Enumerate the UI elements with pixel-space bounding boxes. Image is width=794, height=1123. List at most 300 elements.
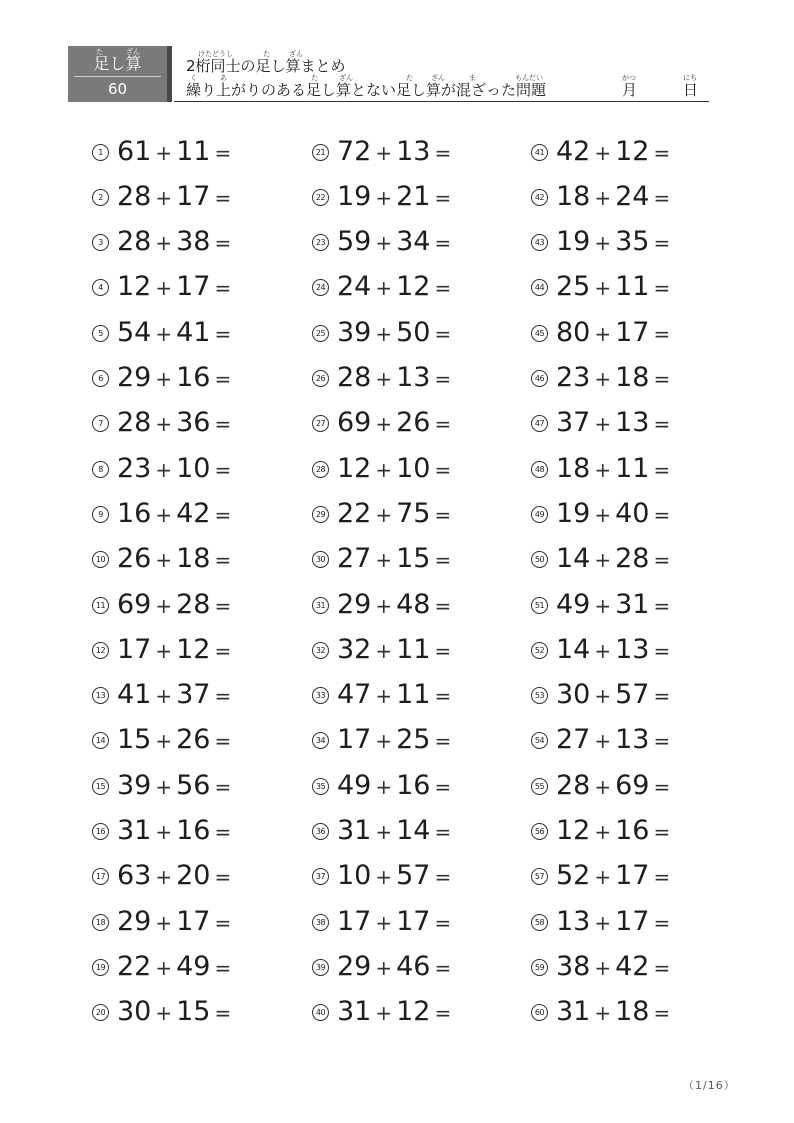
plus-sign: + [375, 321, 393, 346]
operand-a: 28 [117, 407, 152, 439]
problem-number: 4 [92, 279, 109, 296]
plus-sign: + [375, 367, 393, 391]
equals-sign: = [653, 140, 671, 165]
problem-expression [337, 497, 451, 532]
plus-sign: + [594, 140, 612, 165]
operand-a: 31 [337, 996, 372, 1028]
operand-a: 19 [556, 497, 591, 529]
day-ruby: にち [683, 74, 697, 82]
plus-sign: + [375, 910, 393, 935]
problem-number: 9 [92, 506, 109, 523]
problem-number: 34 [312, 732, 329, 749]
worksheet-number: 60 [107, 80, 128, 98]
operand-b: 21 [396, 180, 431, 212]
plus-sign: + [155, 412, 173, 437]
problem-number: 53 [531, 687, 548, 704]
operand-b: 49 [176, 950, 211, 982]
operand-a: 27 [556, 724, 591, 756]
operand-a: 16 [117, 497, 152, 529]
equals-sign: = [653, 412, 671, 437]
operand-a: 52 [556, 860, 591, 892]
problem-expression [337, 814, 451, 849]
title2-ruby-mondai: もんだい [515, 74, 543, 82]
problem-item [92, 226, 231, 260]
equals-sign: = [434, 548, 452, 573]
problem-item [531, 362, 670, 396]
equals-sign: = [214, 140, 232, 165]
plus-sign: + [155, 457, 173, 482]
title2-ruby-zan-1: ざん [339, 74, 353, 82]
operand-b: 42 [615, 950, 650, 982]
badge-title: 足し算 [93, 54, 142, 73]
problem-item [312, 724, 451, 758]
plus-sign: + [375, 865, 393, 890]
operand-a: 10 [337, 860, 372, 892]
operand-b: 12 [615, 135, 650, 167]
equals-sign: = [653, 548, 671, 573]
problem-number: 3 [92, 234, 109, 251]
equals-sign: = [434, 1001, 452, 1026]
problem-expression [117, 859, 231, 894]
problem-number: 39 [312, 959, 329, 976]
problem-number: 16 [92, 823, 109, 840]
plus-sign: + [155, 955, 173, 980]
problem-expression [556, 588, 670, 623]
operand-b: 35 [615, 226, 650, 258]
title2-ruby-ta-2: た [406, 74, 413, 82]
operand-b: 16 [176, 815, 211, 846]
operand-b: 13 [396, 362, 431, 393]
problem-number: 44 [531, 279, 548, 296]
problem-expression [117, 905, 231, 940]
equals-sign: = [214, 1001, 232, 1026]
problem-number: 28 [312, 461, 329, 478]
problem-expression [117, 225, 231, 260]
equals-sign: = [653, 910, 671, 935]
problem-number: 25 [312, 325, 329, 342]
operand-b: 11 [396, 633, 431, 665]
operand-b: 12 [176, 633, 211, 665]
problem-item [312, 633, 451, 667]
badge-divider [74, 76, 161, 77]
plus-sign: + [155, 1001, 173, 1026]
plus-sign: + [594, 185, 612, 210]
problem-item [531, 180, 670, 214]
operand-b: 12 [396, 271, 431, 303]
problem-expression [337, 995, 451, 1030]
operand-a: 25 [556, 271, 591, 303]
operand-b: 12 [396, 996, 431, 1028]
problem-expression [117, 633, 231, 668]
problem-item [531, 226, 670, 260]
problem-item [312, 588, 451, 622]
equals-sign: = [434, 729, 452, 754]
equals-sign: = [434, 367, 452, 391]
operand-b: 26 [396, 407, 431, 439]
operand-a: 38 [556, 950, 591, 982]
operand-a: 24 [337, 271, 372, 303]
equals-sign: = [214, 457, 232, 482]
operand-a: 17 [117, 633, 152, 665]
problem-item [312, 769, 451, 803]
plus-sign: + [375, 548, 393, 573]
operand-a: 17 [337, 905, 372, 937]
plus-sign: + [155, 502, 173, 527]
problem-item [531, 543, 670, 577]
plus-sign: + [375, 593, 393, 618]
operand-b: 48 [396, 588, 431, 620]
operand-a: 63 [117, 860, 152, 892]
problem-expression [556, 905, 670, 940]
problem-number: 32 [312, 642, 329, 659]
problem-item [92, 679, 231, 713]
operand-a: 12 [117, 271, 152, 303]
operand-a: 30 [556, 679, 591, 711]
operand-b: 18 [615, 362, 650, 393]
equals-sign: = [434, 638, 452, 663]
plus-sign: + [594, 729, 612, 754]
operand-b: 20 [176, 860, 211, 892]
problem-item [531, 996, 670, 1030]
problem-expression [337, 542, 451, 577]
problem-number: 18 [92, 914, 109, 931]
operand-b: 16 [176, 362, 211, 393]
plus-sign: + [594, 321, 612, 346]
operand-a: 29 [337, 950, 372, 982]
operand-a: 19 [337, 180, 372, 212]
problem-number: 20 [92, 1004, 109, 1021]
plus-sign: + [375, 231, 393, 256]
problem-item [312, 815, 451, 849]
plus-sign: + [155, 185, 173, 210]
problem-expression [556, 769, 670, 804]
plus-sign: + [594, 367, 612, 391]
operand-b: 13 [615, 407, 650, 439]
operand-a: 39 [117, 769, 152, 801]
operand-b: 16 [615, 815, 650, 846]
problem-item [92, 633, 231, 667]
problem-expression [556, 316, 670, 351]
problem-number: 42 [531, 189, 548, 206]
operand-b: 17 [176, 180, 211, 212]
problem-number: 5 [92, 325, 109, 342]
problem-number: 15 [92, 778, 109, 795]
badge-ruby-ta: た [96, 48, 103, 56]
problem-number: 17 [92, 868, 109, 885]
equals-sign: = [434, 865, 452, 890]
equals-sign: = [214, 185, 232, 210]
problem-number: 60 [531, 1004, 548, 1021]
operand-a: 18 [556, 180, 591, 212]
problem-item [531, 769, 670, 803]
equals-sign: = [214, 412, 232, 437]
operand-a: 31 [117, 815, 152, 846]
equals-sign: = [214, 910, 232, 935]
plus-sign: + [594, 457, 612, 482]
equals-sign: = [214, 231, 232, 256]
operand-a: 49 [556, 588, 591, 620]
plus-sign: + [594, 548, 612, 573]
operand-a: 42 [556, 135, 591, 167]
problem-item [312, 135, 451, 169]
equals-sign: = [653, 638, 671, 663]
page-indicator: （1/16） [683, 1079, 736, 1092]
problem-expression [337, 135, 451, 170]
problem-expression [337, 769, 451, 804]
operand-b: 28 [615, 543, 650, 575]
problem-number: 12 [92, 642, 109, 659]
month-ruby: がつ [622, 74, 636, 82]
operand-b: 15 [396, 543, 431, 575]
title2-ruby-ku: く [190, 74, 197, 82]
operand-b: 40 [615, 497, 650, 529]
problem-item [531, 679, 670, 713]
problem-expression [117, 950, 231, 985]
problem-number: 19 [92, 959, 109, 976]
problem-number: 33 [312, 687, 329, 704]
equals-sign: = [434, 140, 452, 165]
plus-sign: + [155, 910, 173, 935]
problem-number: 58 [531, 914, 548, 931]
problem-item [312, 271, 451, 305]
plus-sign: + [155, 638, 173, 663]
plus-sign: + [375, 140, 393, 165]
operand-b: 11 [176, 135, 211, 167]
operand-a: 54 [117, 316, 152, 348]
problem-item [531, 905, 670, 939]
problem-item [312, 543, 451, 577]
equals-sign: = [214, 865, 232, 890]
problem-expression [556, 678, 670, 713]
operand-b: 26 [176, 724, 211, 756]
problem-item [92, 180, 231, 214]
operand-b: 17 [615, 860, 650, 892]
problem-item [312, 316, 451, 350]
equals-sign: = [214, 276, 232, 301]
problem-expression [117, 361, 231, 396]
equals-sign: = [214, 955, 232, 980]
worksheet-subtitle: 繰り上がりのある足し算とない足し算が混ざった問題 [186, 81, 547, 99]
title2-ruby-zan-2: ざん [431, 74, 445, 82]
problem-number: 21 [312, 144, 329, 161]
problem-expression [556, 859, 670, 894]
problem-number: 27 [312, 415, 329, 432]
problem-item [92, 362, 231, 396]
problem-item [312, 860, 451, 894]
equals-sign: = [434, 321, 452, 346]
plus-sign: + [155, 684, 173, 709]
operand-a: 72 [337, 135, 372, 167]
operand-a: 29 [337, 588, 372, 620]
equals-sign: = [214, 593, 232, 618]
operand-a: 28 [556, 769, 591, 801]
problem-item [312, 362, 451, 396]
equals-sign: = [214, 367, 232, 391]
operand-b: 38 [176, 226, 211, 258]
operand-a: 49 [337, 769, 372, 801]
problem-number: 24 [312, 279, 329, 296]
equals-sign: = [653, 593, 671, 618]
problem-expression [556, 995, 670, 1030]
operand-b: 17 [396, 905, 431, 937]
plus-sign: + [155, 820, 173, 844]
problem-number: 51 [531, 597, 548, 614]
day-label: 日 [683, 81, 699, 99]
operand-b: 69 [615, 769, 650, 801]
operand-a: 12 [556, 815, 591, 846]
equals-sign: = [653, 729, 671, 754]
equals-sign: = [434, 502, 452, 527]
problem-number: 14 [92, 732, 109, 749]
problem-number: 38 [312, 914, 329, 931]
operand-b: 42 [176, 497, 211, 529]
plus-sign: + [155, 548, 173, 573]
operand-b: 15 [176, 996, 211, 1028]
problem-expression [556, 497, 670, 532]
problem-expression [117, 180, 231, 215]
problem-number: 40 [312, 1004, 329, 1021]
problem-number: 7 [92, 415, 109, 432]
plus-sign: + [375, 684, 393, 709]
plus-sign: + [155, 276, 173, 301]
problem-item [92, 543, 231, 577]
equals-sign: = [214, 502, 232, 527]
operand-a: 29 [117, 362, 152, 393]
equals-sign: = [214, 638, 232, 663]
operand-b: 57 [396, 860, 431, 892]
operand-a: 28 [117, 226, 152, 258]
problem-item [531, 135, 670, 169]
problem-expression [117, 769, 231, 804]
operand-a: 61 [117, 135, 152, 167]
problem-item [92, 996, 231, 1030]
equals-sign: = [214, 548, 232, 573]
title2-ruby-a: あ [220, 74, 227, 82]
plus-sign: + [594, 502, 612, 527]
problem-item [92, 950, 231, 984]
problem-item [312, 996, 451, 1030]
problem-item [312, 226, 451, 260]
problem-expression [556, 361, 670, 396]
problem-item [312, 950, 451, 984]
operand-a: 17 [337, 724, 372, 756]
problem-item [92, 135, 231, 169]
operand-b: 41 [176, 316, 211, 348]
operand-b: 25 [396, 724, 431, 756]
operand-a: 31 [337, 815, 372, 846]
equals-sign: = [653, 820, 671, 844]
title1-ruby-ketadoushi: けたどうし [198, 50, 233, 58]
problem-number: 48 [531, 461, 548, 478]
equals-sign: = [434, 457, 452, 482]
plus-sign: + [155, 231, 173, 256]
problem-expression [117, 406, 231, 441]
problem-expression [117, 588, 231, 623]
title2-ruby-ta-1: た [311, 74, 318, 82]
operand-b: 17 [176, 905, 211, 937]
operand-b: 18 [176, 543, 211, 575]
operand-b: 13 [615, 633, 650, 665]
operand-a: 27 [337, 543, 372, 575]
plus-sign: + [594, 955, 612, 980]
equals-sign: = [434, 820, 452, 844]
operand-b: 11 [396, 679, 431, 711]
problem-expression [337, 859, 451, 894]
operand-a: 14 [556, 543, 591, 575]
problem-expression [337, 180, 451, 215]
plus-sign: + [375, 412, 393, 437]
problem-item [531, 950, 670, 984]
operand-b: 17 [615, 905, 650, 937]
problem-expression [337, 316, 451, 351]
problem-item [92, 860, 231, 894]
problem-expression [556, 542, 670, 577]
plus-sign: + [155, 593, 173, 618]
problem-expression [556, 406, 670, 441]
problem-item [312, 679, 451, 713]
problem-number: 13 [92, 687, 109, 704]
operand-a: 18 [556, 452, 591, 484]
problem-item [92, 271, 231, 305]
plus-sign: + [594, 638, 612, 663]
operand-a: 29 [117, 905, 152, 937]
problem-expression [337, 406, 451, 441]
equals-sign: = [214, 684, 232, 709]
plus-sign: + [594, 593, 612, 618]
problem-item [92, 407, 231, 441]
equals-sign: = [214, 321, 232, 346]
problem-number: 43 [531, 234, 548, 251]
equals-sign: = [434, 955, 452, 980]
problem-expression [556, 270, 670, 305]
problem-expression [556, 452, 670, 487]
problem-item [531, 588, 670, 622]
operand-a: 69 [337, 407, 372, 439]
problem-expression [117, 270, 231, 305]
plus-sign: + [375, 820, 393, 844]
operand-b: 17 [615, 316, 650, 348]
operand-a: 23 [556, 362, 591, 393]
problem-item [92, 815, 231, 849]
operand-a: 69 [117, 588, 152, 620]
problem-item [312, 905, 451, 939]
worksheet-title: 2桁同士の足し算まとめ [186, 57, 346, 75]
equals-sign: = [653, 321, 671, 346]
problem-expression [117, 678, 231, 713]
operand-b: 46 [396, 950, 431, 982]
problem-number: 26 [312, 370, 329, 387]
problem-item [92, 769, 231, 803]
problem-item [92, 588, 231, 622]
equals-sign: = [653, 457, 671, 482]
problem-number: 37 [312, 868, 329, 885]
problem-item [312, 497, 451, 531]
problem-number: 1 [92, 144, 109, 161]
title2-ruby-ma: ま [469, 74, 476, 82]
problem-expression [117, 723, 231, 758]
operand-b: 28 [176, 588, 211, 620]
problem-number: 31 [312, 597, 329, 614]
problem-expression [337, 905, 451, 940]
problem-number: 50 [531, 551, 548, 568]
plus-sign: + [594, 684, 612, 709]
operand-a: 32 [337, 633, 372, 665]
operand-b: 18 [615, 996, 650, 1028]
operand-b: 34 [396, 226, 431, 258]
problem-expression [337, 723, 451, 758]
title1-ruby-zan: ざん [289, 50, 303, 58]
problem-item [531, 316, 670, 350]
